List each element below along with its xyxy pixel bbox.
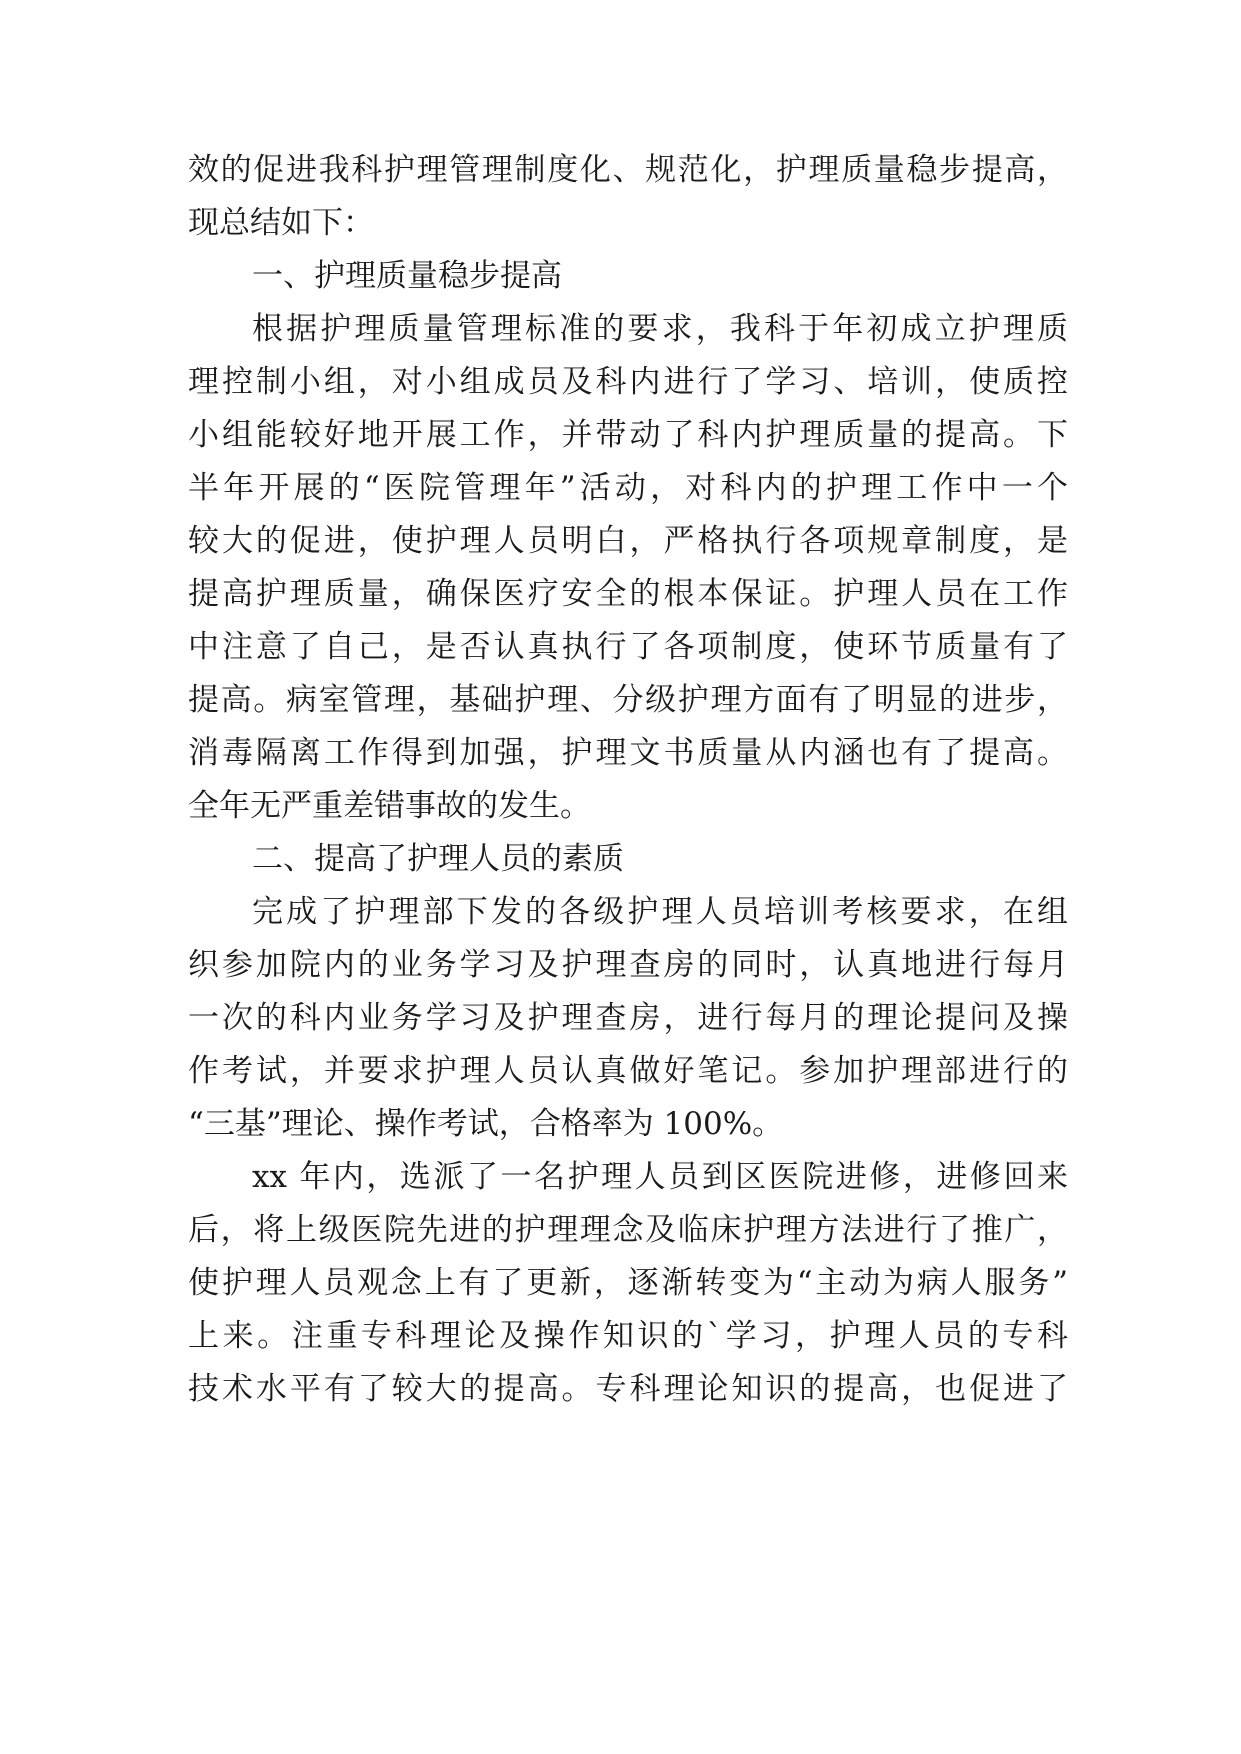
text-line: 消毒隔离工作得到加强，护理文书质量从内涵也有了提高。 bbox=[188, 735, 1068, 771]
text-line: 作考试，并要求护理人员认真做好笔记。参加护理部进行的 bbox=[188, 1053, 1068, 1089]
text-line: 效的促进我科护理管理制度化、规范化，护理质量稳步提高， bbox=[188, 152, 1068, 188]
text-line: 全年无严重差错事故的发生。 bbox=[188, 788, 591, 824]
section-heading: 二、提高了护理人员的素质 bbox=[252, 841, 624, 877]
text-line: 提高。病室管理，基础护理、分级护理方面有了明显的进步， bbox=[188, 682, 1068, 718]
text-line: 较大的促进，使护理人员明白，严格执行各项规章制度，是 bbox=[188, 523, 1068, 559]
text-line: 后，将上级医院先进的护理理念及临床护理方法进行了推广， bbox=[188, 1212, 1068, 1248]
section-heading: 一、护理质量稳步提高 bbox=[252, 258, 562, 294]
text-line: 使护理人员观念上有了更新，逐渐转变为“主动为病人服务” bbox=[188, 1265, 1068, 1301]
text-line: 一次的科内业务学习及护理查房，进行每月的理论提问及操 bbox=[188, 1000, 1068, 1036]
text-line: 完成了护理部下发的各级护理人员培训考核要求，在组 bbox=[252, 894, 1068, 930]
text-line: 提高护理质量，确保医疗安全的根本保证。护理人员在工作 bbox=[188, 576, 1068, 612]
text-line: 上来。注重专科理论及操作知识的`学习，护理人员的专科 bbox=[188, 1318, 1068, 1354]
text-line: 小组能较好地开展工作，并带动了科内护理质量的提高。下 bbox=[188, 417, 1068, 453]
text-line: 中注意了自己，是否认真执行了各项制度，使环节质量有了 bbox=[188, 629, 1068, 665]
text-line: 半年开展的“医院管理年”活动，对科内的护理工作中一个 bbox=[188, 470, 1068, 506]
text-line: 现总结如下： bbox=[188, 205, 374, 241]
text-line: “三基”理论、操作考试，合格率为 100%。 bbox=[188, 1106, 784, 1142]
text-line: 理控制小组，对小组成员及科内进行了学习、培训，使质控 bbox=[188, 364, 1068, 400]
text-line: 技术水平有了较大的提高。专科理论知识的提高，也促进了 bbox=[188, 1371, 1068, 1407]
text-line: xx 年内，选派了一名护理人员到区医院进修，进修回来 bbox=[252, 1159, 1068, 1195]
text-line: 根据护理质量管理标准的要求，我科于年初成立护理质 bbox=[252, 311, 1068, 347]
text-line: 织参加院内的业务学习及护理查房的同时，认真地进行每月 bbox=[188, 947, 1068, 983]
